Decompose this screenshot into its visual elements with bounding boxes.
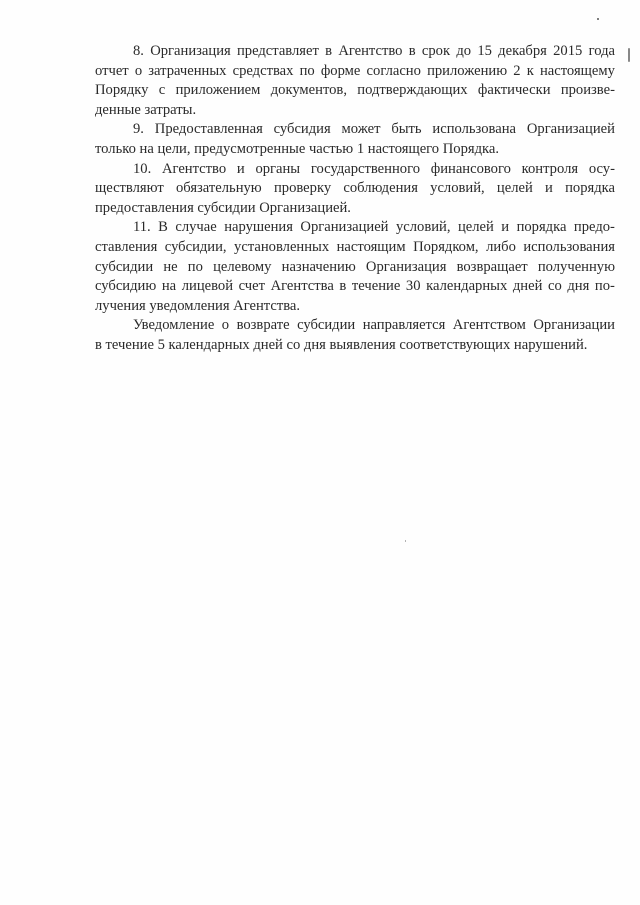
word: субсидия [273,121,331,138]
word: Уведомление [133,317,215,334]
word: контроля [521,160,579,177]
word: настоящим [336,238,406,255]
word: целей [496,180,533,197]
word: возврате [236,317,290,334]
word: 2 [513,62,521,79]
word: соблюдения [343,180,418,197]
word: 9. [133,121,144,138]
word: 2015 [553,43,583,59]
word: документов, [270,82,347,99]
word: Организация [365,258,447,275]
word: 11. [133,219,151,236]
word: направляется [362,317,446,334]
word: назначению [281,258,356,275]
word: случае [175,219,217,236]
word: 10. [133,160,152,177]
word: настоящему [539,62,615,79]
word: к [526,62,534,79]
paragraph-10-line: предоставления субсидии Организацией. [95,199,351,216]
scan-speck [597,18,599,20]
word: подтверждающих [357,82,468,99]
paragraph-8-line [95,81,615,101]
word: отчет [95,62,129,79]
word: Организации [533,317,615,334]
word: использования [523,238,615,255]
paragraph-11-line: лучения уведомления Агентства. [95,297,301,314]
paragraph-8-line [95,42,615,62]
word: декабря [498,43,547,59]
paragraph-11-line [95,277,615,297]
scan-speck [628,48,630,62]
word: и [545,180,553,197]
word: и [236,160,245,177]
word: либо [486,238,516,255]
word: и [501,219,510,236]
word: субсидии [95,258,154,275]
word: приложением [175,82,261,99]
word: условий, [395,219,451,236]
word: установленных [234,238,330,255]
word: Порядку [95,82,149,99]
word: Предоставленная [154,121,263,138]
word: дня [567,278,590,295]
word: о [134,62,143,79]
word: Агентства [270,278,334,295]
word: на [161,278,177,295]
word: дней [512,278,543,295]
word: целей [457,219,494,236]
word: целевому [213,258,272,275]
word: до [456,43,472,59]
word: нарушения [224,219,293,236]
word: о [221,317,230,334]
word: ставления [95,238,158,255]
word: согласно [366,62,421,79]
word: государственного [310,160,420,177]
paragraph-8-line [95,62,615,82]
word: полученную [537,258,615,275]
paragraph-10-line [95,160,615,180]
word: течение [351,278,401,295]
word: порядка [516,219,567,236]
paragraph-10-line [95,179,615,199]
word: субсидии, [164,238,227,255]
word: форме [320,62,361,79]
word: приложению [427,62,508,79]
word: произве- [560,82,615,99]
word: 8. [133,43,144,59]
word: использована [432,121,517,138]
word: в [325,43,333,59]
paragraph-11-line [95,238,615,258]
word: условий, [430,180,485,197]
word: по [187,258,203,275]
paragraph-11-line [95,218,615,238]
word: с [158,82,166,99]
word: субсидию [95,278,157,295]
paragraph-9-line: только на цели, предусмотренные частью 1 настоящего Порядка. [95,140,499,157]
word: ществляют [95,180,164,197]
word: может [341,121,381,138]
word: В [158,219,168,236]
word: счет [238,278,265,295]
word: Агентством [452,317,526,334]
paragraph-11-line [95,258,615,278]
word: 15 [477,43,492,59]
paragraph-12-line: в течение 5 календарных дней со дня выявления соответствующих нарушений. [95,336,588,353]
scan-speck [405,540,406,542]
word: фактически [477,82,551,99]
word: проверку [273,180,332,197]
word: органы [255,160,301,177]
word: Агентство [338,43,403,59]
word: года [588,43,615,59]
word: лицевой [181,278,234,295]
word: Агентство [162,160,227,177]
word: представляет [236,43,319,59]
word: календарных [426,278,508,295]
word: Порядком, [413,238,479,255]
word: со [547,278,562,295]
word: 30 [405,278,421,295]
paragraph-12-line [95,316,615,336]
paragraph-9-line [95,120,615,140]
document-body [95,42,615,356]
word: Организацией [526,121,615,138]
word: срок [421,43,451,59]
word: финансового [430,160,511,177]
word: быть [391,121,422,138]
word: обязательную [175,180,262,197]
paragraph-8-line: денные затраты. [95,101,197,118]
word: затраченных [148,62,227,79]
word: не [163,258,178,275]
word: в [339,278,347,295]
word: по [299,62,315,79]
word: предо- [573,219,615,236]
word: по- [594,278,615,295]
word: субсидии [297,317,356,334]
word: возвращает [456,258,528,275]
word: порядка [565,180,615,197]
word: Организация [150,43,231,59]
word: осу- [588,160,615,177]
word: Организацией [300,219,389,236]
word: в [408,43,416,59]
word: средствах [232,62,294,79]
